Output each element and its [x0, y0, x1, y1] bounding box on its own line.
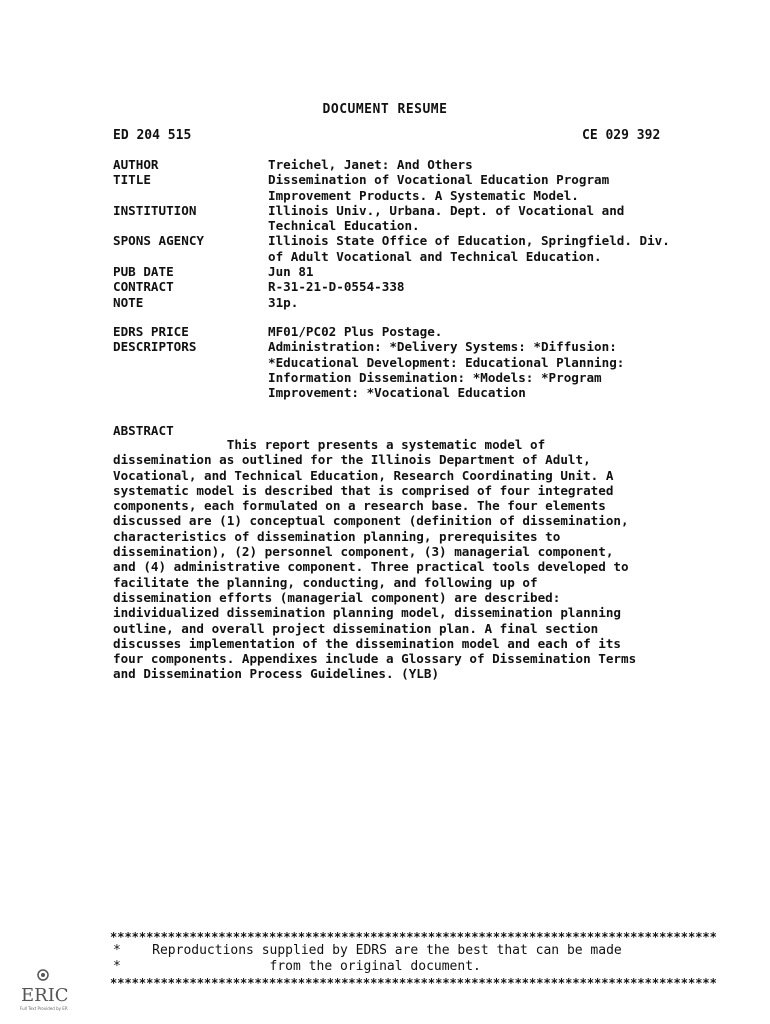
field-row [113, 295, 753, 310]
field-label: SPONS AGENCY [113, 233, 204, 249]
abstract-line: and Dissemination Process Guidelines. (YLB) [113, 666, 440, 682]
abstract-line: discussed are (1) conceptual component (definition of dissemination, [113, 513, 629, 529]
field-value: R-31-21-D-0554-338 [268, 279, 405, 295]
footer-line-1: * Reproductions supplied by EDRS are the best that can be made [113, 943, 622, 958]
indexing-fields [113, 324, 753, 400]
field-label [113, 188, 268, 203]
field-label: EDRS PRICE [113, 323, 189, 339]
field-label [113, 218, 268, 233]
field-value: Dissemination of Vocational Education Program [268, 172, 610, 188]
abstract-line: discusses implementation of the dissemination model and each of its [113, 635, 621, 651]
abstract-text [113, 437, 753, 682]
abstract-line: systematic model is described that is comprised of four integrated [113, 482, 614, 498]
field-row [113, 370, 753, 385]
field-row [113, 249, 753, 264]
field-value: Information Dissemination: *Models: *Program [268, 369, 602, 385]
field-value: 31p. [268, 294, 299, 310]
ed-number: ED 204 515 [113, 128, 192, 143]
field-row [113, 264, 753, 279]
footer-rule-bottom: ************************************************************************************ [110, 976, 717, 988]
ce-number: CE 029 392 [582, 128, 661, 143]
abstract-line: individualized dissemination planning model, dissemination planning [113, 605, 621, 621]
field-label: INSTITUTION [113, 202, 197, 218]
field-label: AUTHOR [113, 157, 159, 172]
field-value: Illinois State Office of Education, Springfield. Div. [268, 233, 670, 249]
field-value: of Adult Vocational and Technical Education. [268, 248, 602, 264]
field-value: Treichel, Janet: And Others [268, 157, 473, 172]
bibliographic-fields [113, 157, 753, 310]
field-value: Administration: *Delivery Systems: *Diffusion: [268, 339, 617, 355]
field-row [113, 339, 753, 354]
abstract-line: This report presents a systematic model of [113, 437, 546, 452]
abstract-line: and (4) administrative component. Three practical tools developed to [113, 559, 629, 575]
field-value: *Educational Development: Educational Planning: [268, 354, 625, 370]
field-label [113, 385, 268, 400]
field-label: DESCRIPTORS [113, 339, 197, 355]
abstract-line: characteristics of dissemination planning, prerequisites to [113, 528, 561, 544]
field-label: CONTRACT [113, 279, 174, 295]
field-value: Improvement Products. A Systematic Model. [268, 187, 579, 203]
abstract-line: facilitate the planning, conducting, and following up of [113, 574, 538, 590]
abstract-line: Vocational, and Technical Education, Research Coordinating Unit. A [113, 467, 614, 483]
eric-logo-text: ERIC [21, 985, 68, 1006]
field-label [113, 355, 268, 370]
metadata-block [113, 157, 753, 400]
field-row [113, 218, 753, 233]
field-label [113, 249, 268, 264]
footer-rule-top: ************************************************************************************ [110, 930, 717, 942]
eric-logo-tagline: Full Text Provided by ERIC [20, 1006, 68, 1011]
abstract-label: ABSTRACT [113, 423, 174, 438]
abstract-line: components, each formulated on a research base. The four elements [113, 498, 606, 514]
abstract-line: dissemination), (2) personnel component, (3) managerial component, [113, 544, 614, 560]
field-row [113, 157, 753, 172]
field-row [113, 324, 753, 339]
field-row [113, 203, 753, 218]
field-row [113, 233, 753, 248]
field-row [113, 188, 753, 203]
field-row [113, 172, 753, 187]
eric-logo [18, 966, 68, 1016]
abstract-line: outline, and overall project dissemination plan. A final section [113, 620, 599, 636]
field-value: Technical Education. [268, 218, 420, 234]
field-row [113, 385, 753, 400]
abstract-line: dissemination efforts (managerial component) are described: [113, 589, 561, 605]
field-value: Illinois Univ., Urbana. Dept. of Vocational and [268, 202, 625, 218]
field-label: NOTE [113, 294, 144, 310]
field-label: TITLE [113, 172, 151, 188]
abstract-line: four components. Appendixes include a Glossary of Dissemination Terms [113, 651, 637, 667]
footer-line-2: * from the original document. [113, 959, 481, 974]
field-value: Improvement: *Vocational Education [268, 385, 526, 401]
field-row [113, 355, 753, 370]
field-value: Jun 81 [268, 264, 314, 280]
document-title: DOCUMENT RESUME [322, 102, 448, 117]
abstract-line: dissemination as outlined for the Illinois Department of Adult, [113, 452, 591, 468]
field-row [113, 279, 753, 294]
field-label: PUB DATE [113, 264, 174, 280]
field-value: MF01/PC02 Plus Postage. [268, 323, 443, 339]
field-label [113, 370, 268, 385]
